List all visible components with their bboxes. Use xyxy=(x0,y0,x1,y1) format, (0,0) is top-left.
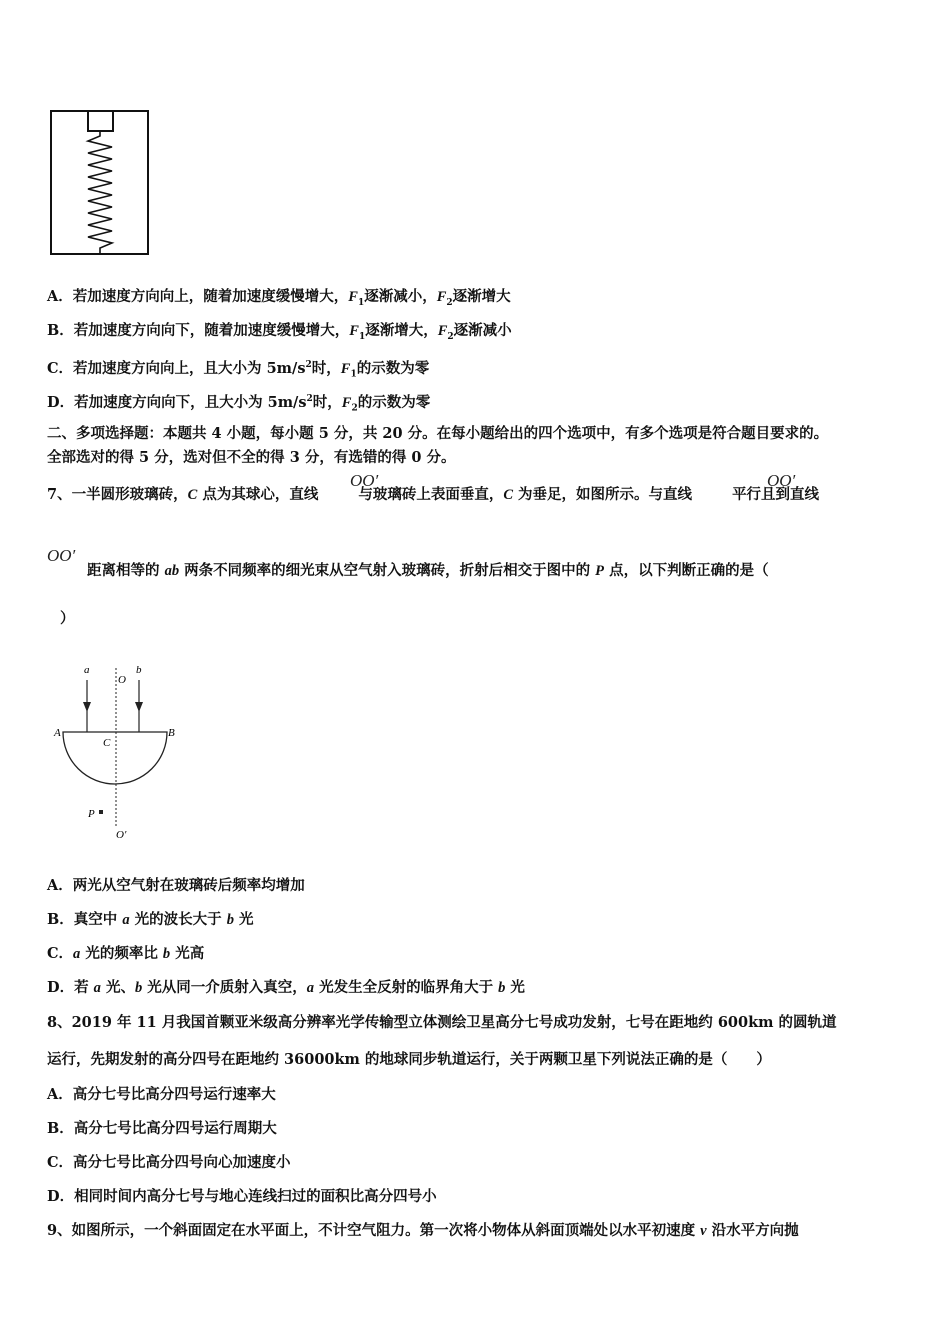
q6-option-a[interactable]: A．若加速度方向向上，随着加速度缓慢增大，$F_1$逐渐减小，$F_2$逐渐增大 xyxy=(47,288,511,308)
label-B: B xyxy=(168,727,175,739)
q8-stem-line-1: 8、2019 年 11 月我国首颗亚米级高分辨率光学传输型立体测绘卫星高分七号成功发射，七号在距地约 600km 的圆轨道 xyxy=(47,1014,837,1031)
section-2-heading: 二、多项选择题：本题共 4 小题，每小题 5 分，共 20 分。在每小题给出的四个选项中，有多个选项是符合题目要求的。 xyxy=(47,425,829,442)
top-block xyxy=(88,111,113,131)
q6-option-c[interactable]: C．若加速度方向向上，且大小为 $5m/s^2$时，$F_1$的示数为零 xyxy=(47,359,430,380)
label-o: O xyxy=(118,674,126,686)
label-o-prime: O′ xyxy=(116,829,127,840)
q7-option-c[interactable]: C．a 光的频率比 b 光高 xyxy=(47,945,205,962)
q8-stem-line-2: 运行，先期发射的高分四号在距地约 36000km 的地球同步轨道运行，关于两颗卫星下列说法正确的是（ ） xyxy=(47,1051,771,1068)
q7-option-a[interactable]: A．两光从空气射在玻璃砖后频率均增加 xyxy=(47,877,305,894)
spring xyxy=(88,131,112,254)
q6-option-b[interactable]: B．若加速度方向向下，随着加速度缓慢增大，$F_1$逐渐增大，$F_2$逐渐减小 xyxy=(47,322,512,342)
label-a: a xyxy=(84,664,90,676)
spring-box-figure xyxy=(48,108,152,258)
q8-option-d[interactable]: D．相同时间内高分七号与地心连线扫过的面积比高分四号小 xyxy=(47,1188,437,1205)
q7-option-d[interactable]: D．若 a 光、b 光从同一介质射入真空，a 光发生全反射的临界角大于 b 光 xyxy=(47,979,525,996)
glass-brick-figure xyxy=(50,660,190,840)
q8-option-a[interactable]: A．高分七号比高分四号运行速率大 xyxy=(47,1086,276,1103)
label-b: b xyxy=(136,664,142,676)
oo-symbol-1: OO′ xyxy=(350,471,379,490)
section-2-note: 全部选对的得 5 分，选对但不全的得 3 分，有选错的得 0 分。 xyxy=(47,449,456,466)
q8-option-c[interactable]: C．高分七号比高分四号向心加速度小 xyxy=(47,1154,291,1171)
q7-stem-line-1: 7、一半圆形玻璃砖，C 点为其球心，直线 与玻璃砖上表面垂直，C 为垂足，如图所示。与直线 平行且到直线 xyxy=(47,486,820,503)
semicircle xyxy=(63,732,167,784)
q8-option-b[interactable]: B．高分七号比高分四号运行周期大 xyxy=(47,1120,277,1137)
ray-b-arrow xyxy=(135,702,143,712)
oo-symbol-3: OO′ xyxy=(47,546,76,565)
point-p xyxy=(99,810,103,814)
label-A: A xyxy=(54,727,61,739)
q7-option-b[interactable]: B．真空中 a 光的波长大于 b 光 xyxy=(47,911,254,928)
label-P: P xyxy=(88,808,95,820)
q7-stem-line-3: ） xyxy=(60,610,75,627)
oo-symbol-2: OO′ xyxy=(767,471,796,490)
label-C: C xyxy=(103,737,111,749)
q9-stem-line-1: 9、如图所示，一个斜面固定在水平面上，不计空气阻力。第一次将小物体从斜面顶端处以水平初速度 v 沿水平方向抛 xyxy=(47,1222,799,1239)
ray-a-arrow xyxy=(83,702,91,712)
q7-stem-line-2: 距离相等的 ab 两条不同频率的细光束从空气射入玻璃砖，折射后相交于图中的 P 点，以下判断正确的是（ xyxy=(87,562,769,579)
q6-option-d[interactable]: D．若加速度方向向下，且大小为 $5m/s^2$时，$F_2$的示数为零 xyxy=(47,393,431,414)
